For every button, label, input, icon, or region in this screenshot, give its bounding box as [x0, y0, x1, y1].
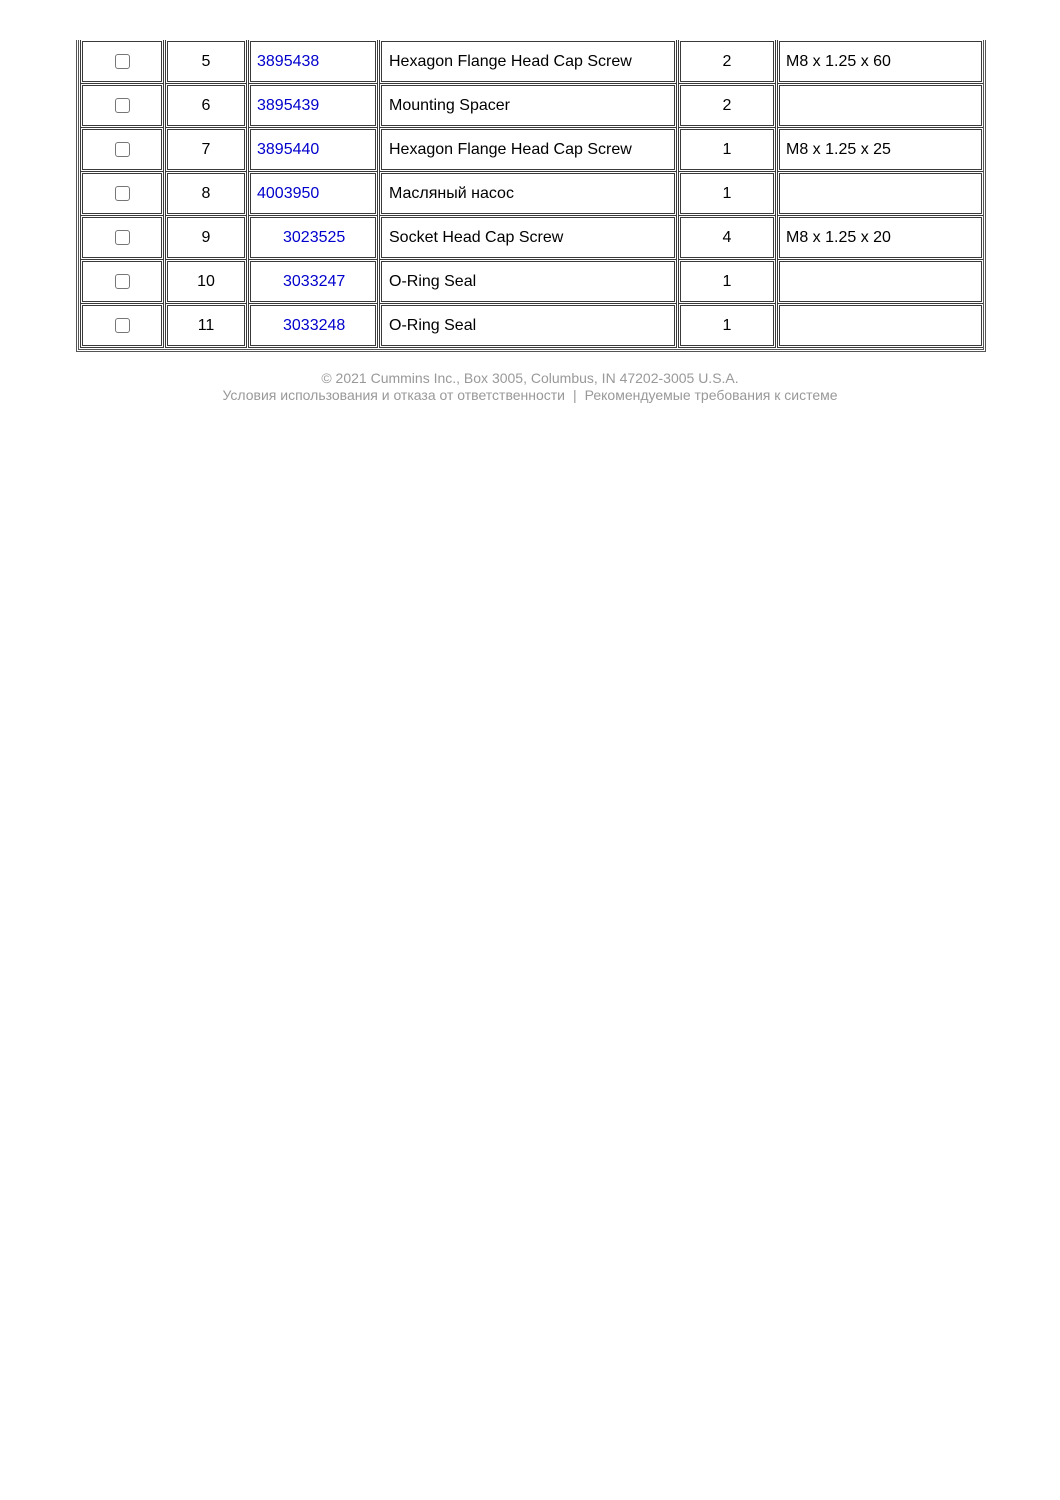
select-cell: [82, 41, 162, 82]
part-quantity: 2: [680, 41, 774, 82]
part-quantity: 1: [680, 305, 774, 346]
part-number-cell: [250, 217, 376, 258]
part-quantity: 4: [680, 217, 774, 258]
footer-links: [0, 387, 1060, 403]
part-quantity: 1: [680, 261, 774, 302]
item-number: 10: [167, 261, 245, 302]
table-row: [79, 260, 983, 304]
terms-link[interactable]: Условия использования и отказа от ответственности: [222, 387, 565, 403]
system-requirements-link[interactable]: Рекомендуемые требования к системе: [584, 387, 838, 403]
row-checkbox[interactable]: [115, 230, 130, 245]
row-checkbox[interactable]: [115, 318, 130, 333]
parts-table: [76, 40, 986, 352]
part-note: M8 x 1.25 x 60: [779, 41, 982, 82]
row-checkbox[interactable]: [115, 186, 130, 201]
part-description: O-Ring Seal: [381, 305, 675, 346]
select-cell: [82, 85, 162, 126]
select-cell: [82, 129, 162, 170]
part-number-link[interactable]: 4003950: [257, 184, 320, 202]
part-number-cell: [250, 41, 376, 82]
part-description: Hexagon Flange Head Cap Screw: [381, 41, 675, 82]
row-checkbox[interactable]: [115, 98, 130, 113]
item-number: 5: [167, 41, 245, 82]
part-number-cell: [250, 129, 376, 170]
part-quantity: 2: [680, 85, 774, 126]
table-row: [79, 84, 983, 128]
part-description: Масляный насос: [381, 173, 675, 214]
select-cell: [82, 217, 162, 258]
item-number: 9: [167, 217, 245, 258]
part-description: Socket Head Cap Screw: [381, 217, 675, 258]
part-number-link[interactable]: 3895439: [257, 96, 320, 114]
row-checkbox[interactable]: [115, 54, 130, 69]
select-cell: [82, 305, 162, 346]
part-number-cell: [250, 173, 376, 214]
row-checkbox[interactable]: [115, 142, 130, 157]
table-row: [79, 40, 983, 84]
select-cell: [82, 261, 162, 302]
part-number-link[interactable]: 3033248: [283, 316, 346, 334]
part-description: Mounting Spacer: [381, 85, 675, 126]
item-number: 11: [167, 305, 245, 346]
part-description: Hexagon Flange Head Cap Screw: [381, 129, 675, 170]
table-row: [79, 304, 983, 348]
part-number-cell: [250, 305, 376, 346]
item-number: 7: [167, 129, 245, 170]
part-quantity: 1: [680, 129, 774, 170]
part-number-link[interactable]: 3895438: [257, 52, 320, 70]
row-checkbox[interactable]: [115, 274, 130, 289]
part-note: [779, 85, 982, 126]
item-number: 8: [167, 173, 245, 214]
part-number-cell: [250, 85, 376, 126]
part-note: M8 x 1.25 x 20: [779, 217, 982, 258]
part-quantity: 1: [680, 173, 774, 214]
part-note: [779, 173, 982, 214]
footer-copyright: © 2021 Cummins Inc., Box 3005, Columbus, IN 47202-3005 U.S.A.: [321, 370, 739, 386]
item-number: 6: [167, 85, 245, 126]
part-number-link[interactable]: 3033247: [283, 272, 346, 290]
part-number-cell: [250, 261, 376, 302]
part-number-link[interactable]: 3023525: [283, 228, 346, 246]
part-note: [779, 261, 982, 302]
table-row: [79, 128, 983, 172]
part-note: M8 x 1.25 x 25: [779, 129, 982, 170]
table-row: [79, 216, 983, 260]
part-number-link[interactable]: 3895440: [257, 140, 320, 158]
footer-separator: |: [573, 387, 577, 403]
part-note: [779, 305, 982, 346]
part-description: O-Ring Seal: [381, 261, 675, 302]
table-row: [79, 172, 983, 216]
select-cell: [82, 173, 162, 214]
